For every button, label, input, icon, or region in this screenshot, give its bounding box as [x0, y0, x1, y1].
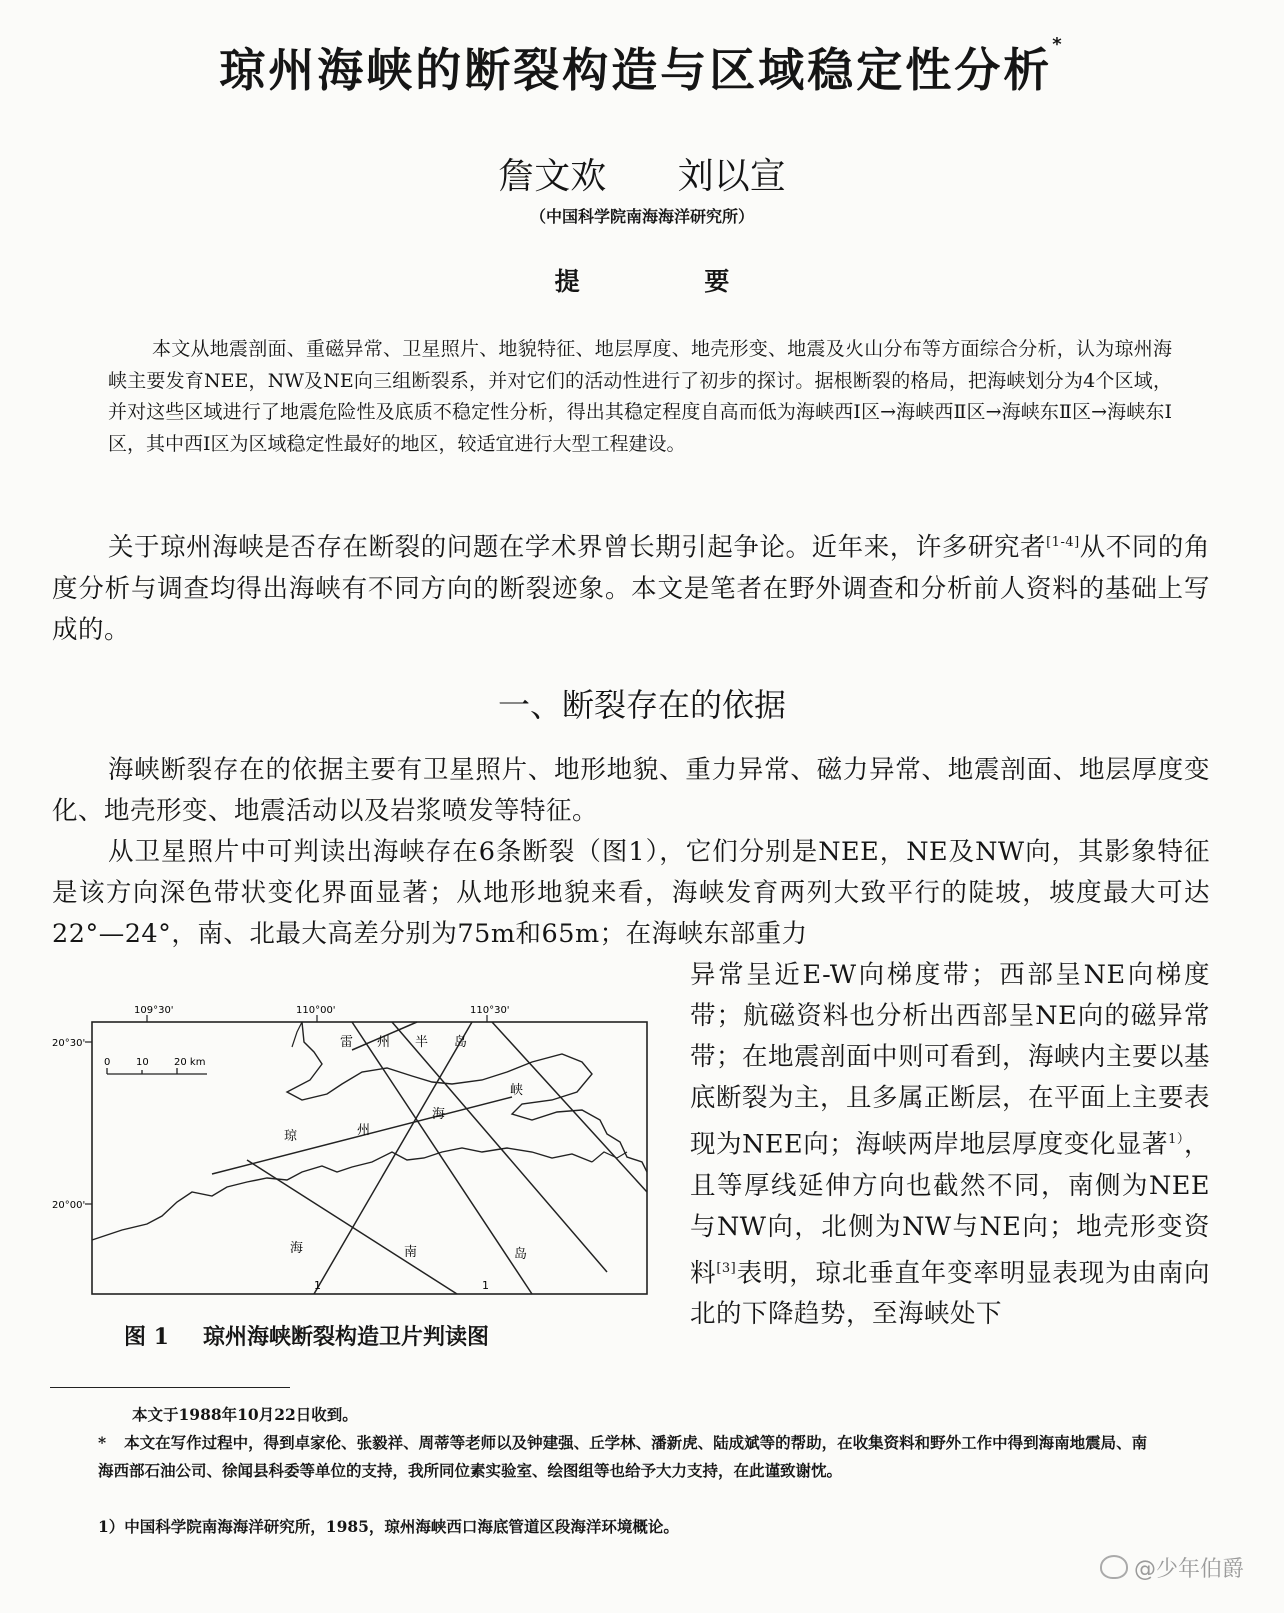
fault-label: 1 [314, 1279, 321, 1292]
svg-text:10: 10 [136, 1057, 149, 1068]
affiliation: （中国科学院南海海洋研究所） [529, 207, 754, 226]
svg-text:20 km: 20 km [174, 1057, 206, 1068]
footnote-received: 本文于1988年10月22日收到。 [132, 1405, 358, 1424]
place-char: 半 [415, 1035, 429, 1050]
place-char: 南 [404, 1245, 418, 1260]
author-2: 刘以宣 [677, 156, 786, 197]
south-coastline [92, 1148, 592, 1240]
intro-paragraph: 关于琼州海峡是否存在断裂的问题在学术界曾长期引起争论。近年来，许多研究者[1-4]从不同的角度分析与调查均得出海峡有不同方向的断裂迹象。本文是笔者在野外调查和分析前人资料的基础上写成的。 [52, 532, 1210, 645]
figure-caption [124, 1320, 523, 1351]
lon-label: 110°30' [470, 1005, 510, 1016]
title-footnote-mark: * [1052, 34, 1065, 55]
section-paragraph-3: 异常呈近E-W向梯度带；西部呈NE向梯度带；航磁资料也分析出西部呈NE向的磁异常带；在地震剖面中则可看到，海峡内主要以基底断裂为主，且多属正断层，在平面上主要表现为NEE向；海峡两岸地层厚度变化显著$^{1)}$，且等厚线延伸方向也截然不同，南侧为NEE与NW向，北侧为NW与NE向；地壳形变资料[3]表明，琼北垂直年变率明显表现为由南向北的下降趋势，至海峡处下 [690, 960, 1211, 1329]
footnote-1: 1）中国科学院南海海洋研究所，1985，琼州海峡西口海底管道区段海洋环境概论。 [98, 1517, 679, 1536]
abstract-text: 本文从地震剖面、重磁异常、卫星照片、地貌特征、地层厚度、地壳形变、地震及火山分布等方面综合分析，认为琼州海峡主要发育NEE，NW及NE向三组断裂系，并对它们的活动性进行了初步的探讨。据根断裂的格局，把海峡划分为4个区域，并对这些区域进行了地震危险性及底质不稳定性分析，得出其稳定程度自高而低为海峡西Ⅰ区→海峡西Ⅱ区→海峡东Ⅱ区→海峡东Ⅰ区，其中西Ⅰ区为区域稳定性最好的地区，较适宜进行大型工程建设。 [108, 338, 1172, 455]
lon-label: 110°00' [296, 1005, 336, 1016]
paper-title: 琼州海峡的断裂构造与区域稳定性分析* [219, 34, 1065, 97]
lat-label: 20°00' [52, 1200, 86, 1211]
place-char: 州 [357, 1123, 371, 1138]
place-char: 岛 [514, 1247, 528, 1262]
lat-label: 20°30' [52, 1038, 86, 1049]
place-char: 雷 [340, 1035, 354, 1050]
svg-text:0: 0 [104, 1057, 111, 1068]
section-paragraph-1: 海峡断裂存在的依据主要有卫星照片、地形地貌、重力异常、磁力异常、地震剖面、地层厚度变化、地壳形变、地震活动以及岩浆喷发等特征。 [52, 755, 1210, 826]
footnote-divider [50, 1387, 290, 1388]
watermark: @少年伯爵 [1100, 1552, 1244, 1583]
place-char: 海 [432, 1107, 446, 1122]
footnote-ref: 1） [1168, 1132, 1184, 1147]
scale-bar [107, 1068, 207, 1074]
footnote-acknowledgement: * 本文在写作过程中，得到卓家伦、张毅祥、周蒂等老师以及钟建强、丘学林、潘新虎、陆成斌等的帮助，在收集资料和野外工作中得到海南地震局、南海西部石油公司、徐闻县科委等单位的支持，我所同位素实验室、绘图组等也给予大力支持，在此谨致谢忱。 [98, 1433, 1148, 1480]
figure-number: 图 1 [124, 1324, 169, 1350]
author-1: 詹文欢 [498, 156, 607, 197]
citation: [1-4] [1046, 535, 1080, 550]
place-char: 岛 [454, 1035, 468, 1050]
lon-label: 109°30' [134, 1005, 174, 1016]
figure-caption-text: 琼州海峡断裂构造卫片判读图 [202, 1324, 489, 1350]
section-paragraph-2: 从卫星照片中可判读出海峡存在6条断裂（图1），它们分别是NEE，NE及NW向，其影象特征是该方向深色带状变化界面显著；从地形地貌来看，海峡发育两列大致平行的陡坡，坡度最大可达22°—24°，南、北最大高差分别为75m和65m；在海峡东部重力 [52, 837, 1210, 949]
place-char: 琼 [284, 1129, 298, 1144]
figure-1-map [52, 1002, 662, 1302]
place-char: 海 [290, 1241, 304, 1256]
place-char: 峡 [510, 1083, 524, 1098]
place-char: 州 [377, 1035, 391, 1050]
weibo-icon [1100, 1555, 1128, 1579]
fault-label: 1 [482, 1279, 489, 1292]
authors [0, 148, 1284, 199]
citation: [3] [716, 1260, 737, 1276]
section-heading: 一、断裂存在的依据 [497, 686, 786, 724]
abstract-heading: 提 要 [554, 267, 788, 296]
